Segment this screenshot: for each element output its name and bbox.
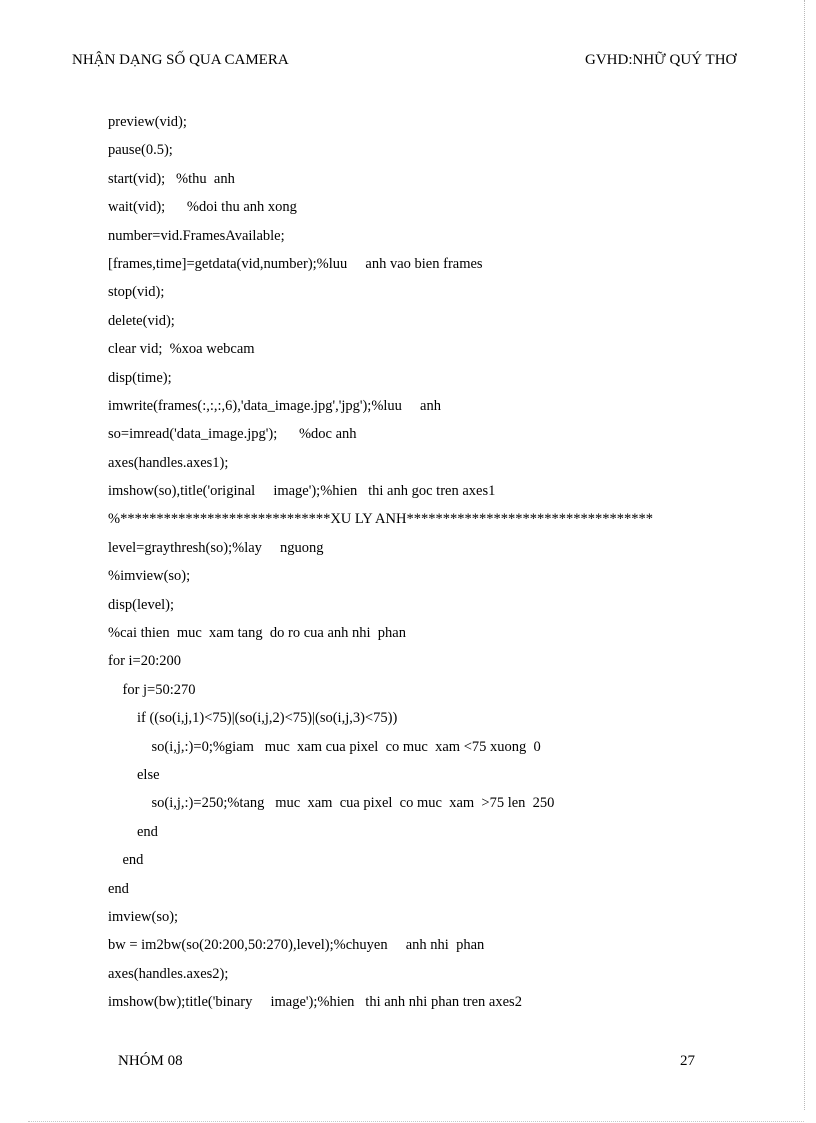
header-title: NHẬN DẠNG SỐ QUA CAMERA	[72, 52, 289, 68]
footer-group: NHÓM 08	[118, 1053, 183, 1069]
code-line: %cai thien muc xam tang do ro cua anh nhi phan	[108, 625, 406, 642]
code-line: axes(handles.axes2);	[108, 965, 229, 982]
page-number: 27	[680, 1053, 695, 1069]
code-line: for j=50:270	[108, 681, 196, 698]
code-line: imwrite(frames(:,:,:,6),'data_image.jpg','jpg');%luu anh	[108, 397, 441, 414]
code-line: [frames,time]=getdata(vid,number);%luu anh vao bien frames	[108, 255, 483, 272]
code-line: disp(level);	[108, 596, 175, 613]
header-advisor: GVHD:NHỮ QUÝ THƠ	[585, 52, 737, 68]
code-line: end	[108, 880, 129, 897]
code-line: so(i,j,:)=0;%giam muc xam cua pixel co muc xam <75 xuong 0	[108, 738, 541, 755]
code-line: bw = im2bw(so(20:200,50:270),level);%chuyen anh nhi phan	[108, 937, 485, 954]
code-line: so=imread('data_image.jpg'); %doc anh	[108, 426, 357, 443]
code-line: else	[108, 766, 160, 783]
code-line: axes(handles.axes1);	[108, 454, 229, 471]
code-line: so(i,j,:)=250;%tang muc xam cua pixel co muc xam >75 len 250	[108, 795, 555, 812]
code-line: wait(vid); %doi thu anh xong	[108, 199, 297, 216]
code-line: if ((so(i,j,1)<75)|(so(i,j,2)<75)|(so(i,j,3)<75))	[108, 710, 398, 727]
code-line: imshow(so),title('original image');%hien thi anh goc tren axes1	[108, 483, 496, 500]
code-line: for i=20:200	[108, 653, 182, 670]
code-line: end	[108, 823, 158, 840]
code-line: delete(vid);	[108, 312, 175, 329]
code-line: pause(0.5);	[108, 142, 173, 159]
code-listing	[108, 108, 653, 1017]
code-line: disp(time);	[108, 369, 172, 386]
code-line: imshow(bw);title('binary image');%hien thi anh nhi phan tren axes2	[108, 994, 522, 1011]
code-line: end	[108, 852, 144, 869]
code-line: number=vid.FramesAvailable;	[108, 227, 285, 244]
code-line: stop(vid);	[108, 284, 165, 301]
page-border-right	[804, 0, 805, 1110]
code-line: %imview(so);	[108, 568, 191, 585]
code-line: level=graythresh(so);%lay nguong	[108, 539, 324, 556]
code-line: preview(vid);	[108, 114, 187, 130]
code-line: clear vid; %xoa webcam	[108, 341, 255, 358]
page-border-bottom	[28, 1121, 804, 1122]
code-line: imview(so);	[108, 908, 179, 925]
code-line: start(vid); %thu anh	[108, 170, 235, 187]
code-line: %*****************************XU LY ANH**********************************	[108, 511, 653, 528]
